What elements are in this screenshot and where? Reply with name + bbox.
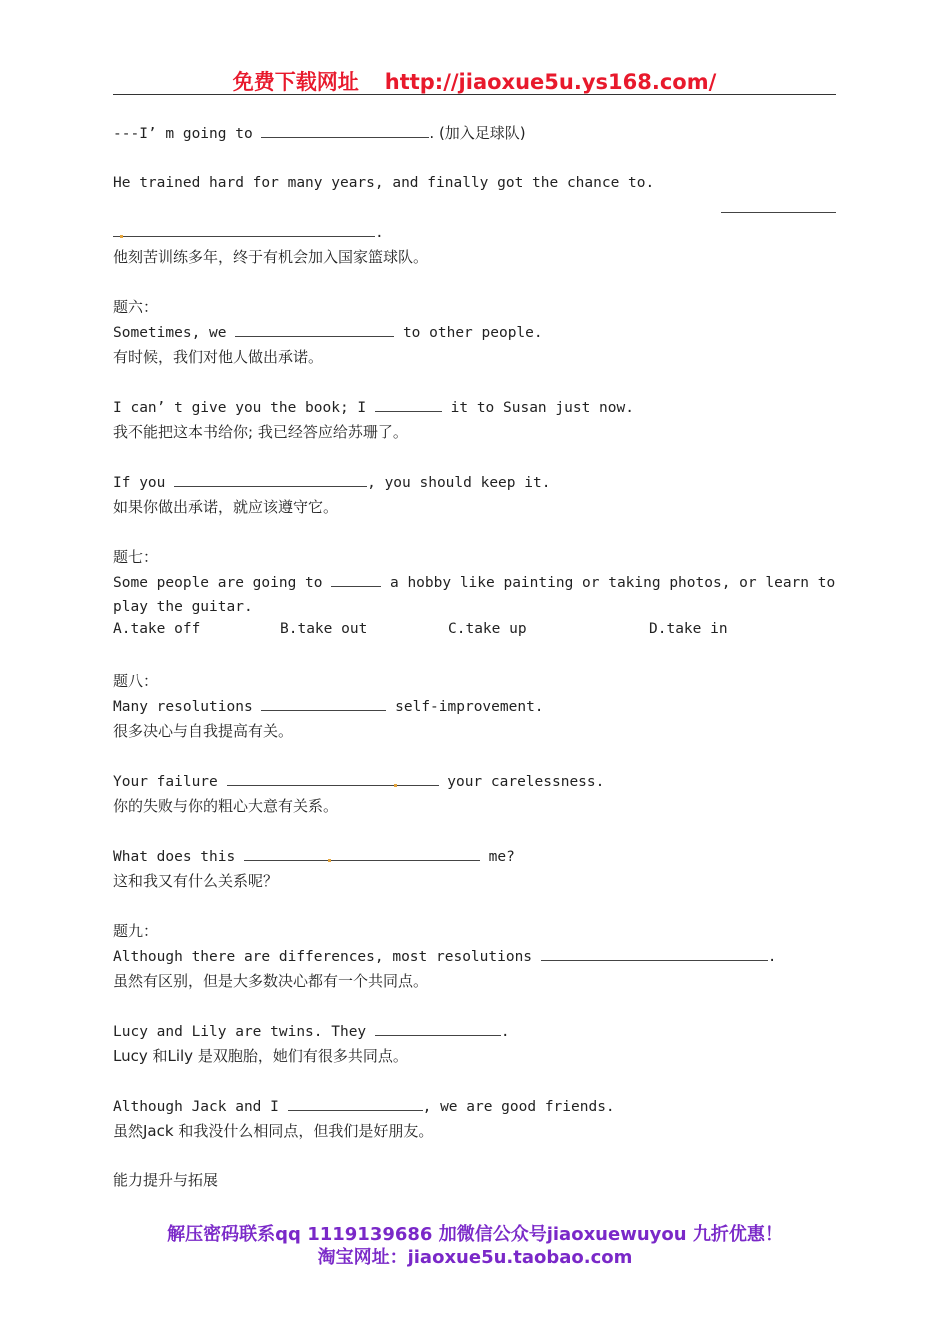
answer-blank[interactable] [235, 322, 394, 337]
translation: 他刻苦训练多年，终于有机会加入国家篮球队。 [113, 248, 429, 266]
answer-blank[interactable] [261, 123, 429, 138]
sentence-1: ---I’ m going to . (加入足球队) [113, 124, 526, 142]
answer-blank[interactable] [113, 222, 375, 237]
header-url[interactable]: http://jiaoxue5u.ys168.com/ [384, 70, 717, 94]
answer-blank[interactable] [261, 696, 386, 711]
section-title-8: 题八： [113, 672, 159, 690]
translation: 这和我又有什么关系呢？ [113, 872, 279, 890]
sentence: Although there are differences, most resolutions . [113, 946, 777, 967]
section-title-extension: 能力提升与拓展 [113, 1171, 219, 1189]
section-title-9: 题九： [113, 922, 159, 940]
sentence: Your failure your carelessness. [113, 771, 604, 792]
section-title-7: 题七： [113, 548, 159, 566]
sentence: Although Jack and I , we are good friends. [113, 1096, 615, 1117]
page-header [113, 66, 836, 95]
sentence: I can’ t give you the book; I it to Susan just now. [113, 397, 634, 418]
answer-blank[interactable] [541, 946, 768, 961]
translation: 有时候，我们对他人做出承诺。 [113, 348, 324, 366]
answer-blank[interactable] [375, 1021, 501, 1036]
answer-blank[interactable] [331, 572, 381, 587]
answer-blank[interactable] [721, 198, 836, 213]
answer-blank[interactable] [244, 846, 480, 861]
translation: 虽然Jack 和我没什么相同点，但我们是好朋友。 [113, 1122, 434, 1140]
answer-blank[interactable] [227, 771, 439, 786]
translation: 你的失败与你的粗心大意有关系。 [113, 797, 339, 815]
option-d[interactable]: D.take in [649, 621, 728, 637]
sentence-2: He trained hard for many years, and finally got the chance to. [113, 175, 655, 191]
option-a[interactable]: A.take off [113, 621, 201, 637]
sentence-2-blank: . [113, 222, 384, 243]
translation: 很多决心与自我提高有关。 [113, 722, 294, 740]
answer-blank[interactable] [375, 397, 442, 412]
translation: 我不能把这本书给你; 我已经答应给苏珊了。 [113, 423, 408, 441]
translation: 虽然有区别，但是大多数决心都有一个共同点。 [113, 972, 429, 990]
footer-shop-url[interactable]: 淘宝网址：jiaoxue5u.taobao.com [317, 1247, 633, 1268]
answer-blank[interactable] [288, 1096, 423, 1111]
sentence: Some people are going to a hobby like painting or taking photos, or learn to [113, 572, 835, 593]
sentence-cont: play the guitar. [113, 599, 253, 615]
sentence: What does this me? [113, 846, 515, 867]
sentence: If you , you should keep it. [113, 472, 550, 493]
sentence: Many resolutions self-improvement. [113, 696, 544, 717]
sentence: Sometimes, we to other people. [113, 322, 543, 343]
section-title-6: 题六： [113, 298, 159, 316]
option-c[interactable]: C.take up [448, 621, 527, 637]
header-title: 免费下载网址 [232, 70, 359, 94]
sentence: Lucy and Lily are twins. They . [113, 1021, 510, 1042]
translation: Lucy 和Lily 是双胞胎，她们有很多共同点。 [113, 1047, 408, 1065]
footer-contact: 解压密码联系qq 1119139686 加微信公众号jiaoxuewuyou 九折优惠！ [167, 1224, 783, 1245]
option-b[interactable]: B.take out [280, 621, 368, 637]
translation: 如果你做出承诺，就应该遵守它。 [113, 498, 339, 516]
answer-blank[interactable] [174, 472, 367, 487]
